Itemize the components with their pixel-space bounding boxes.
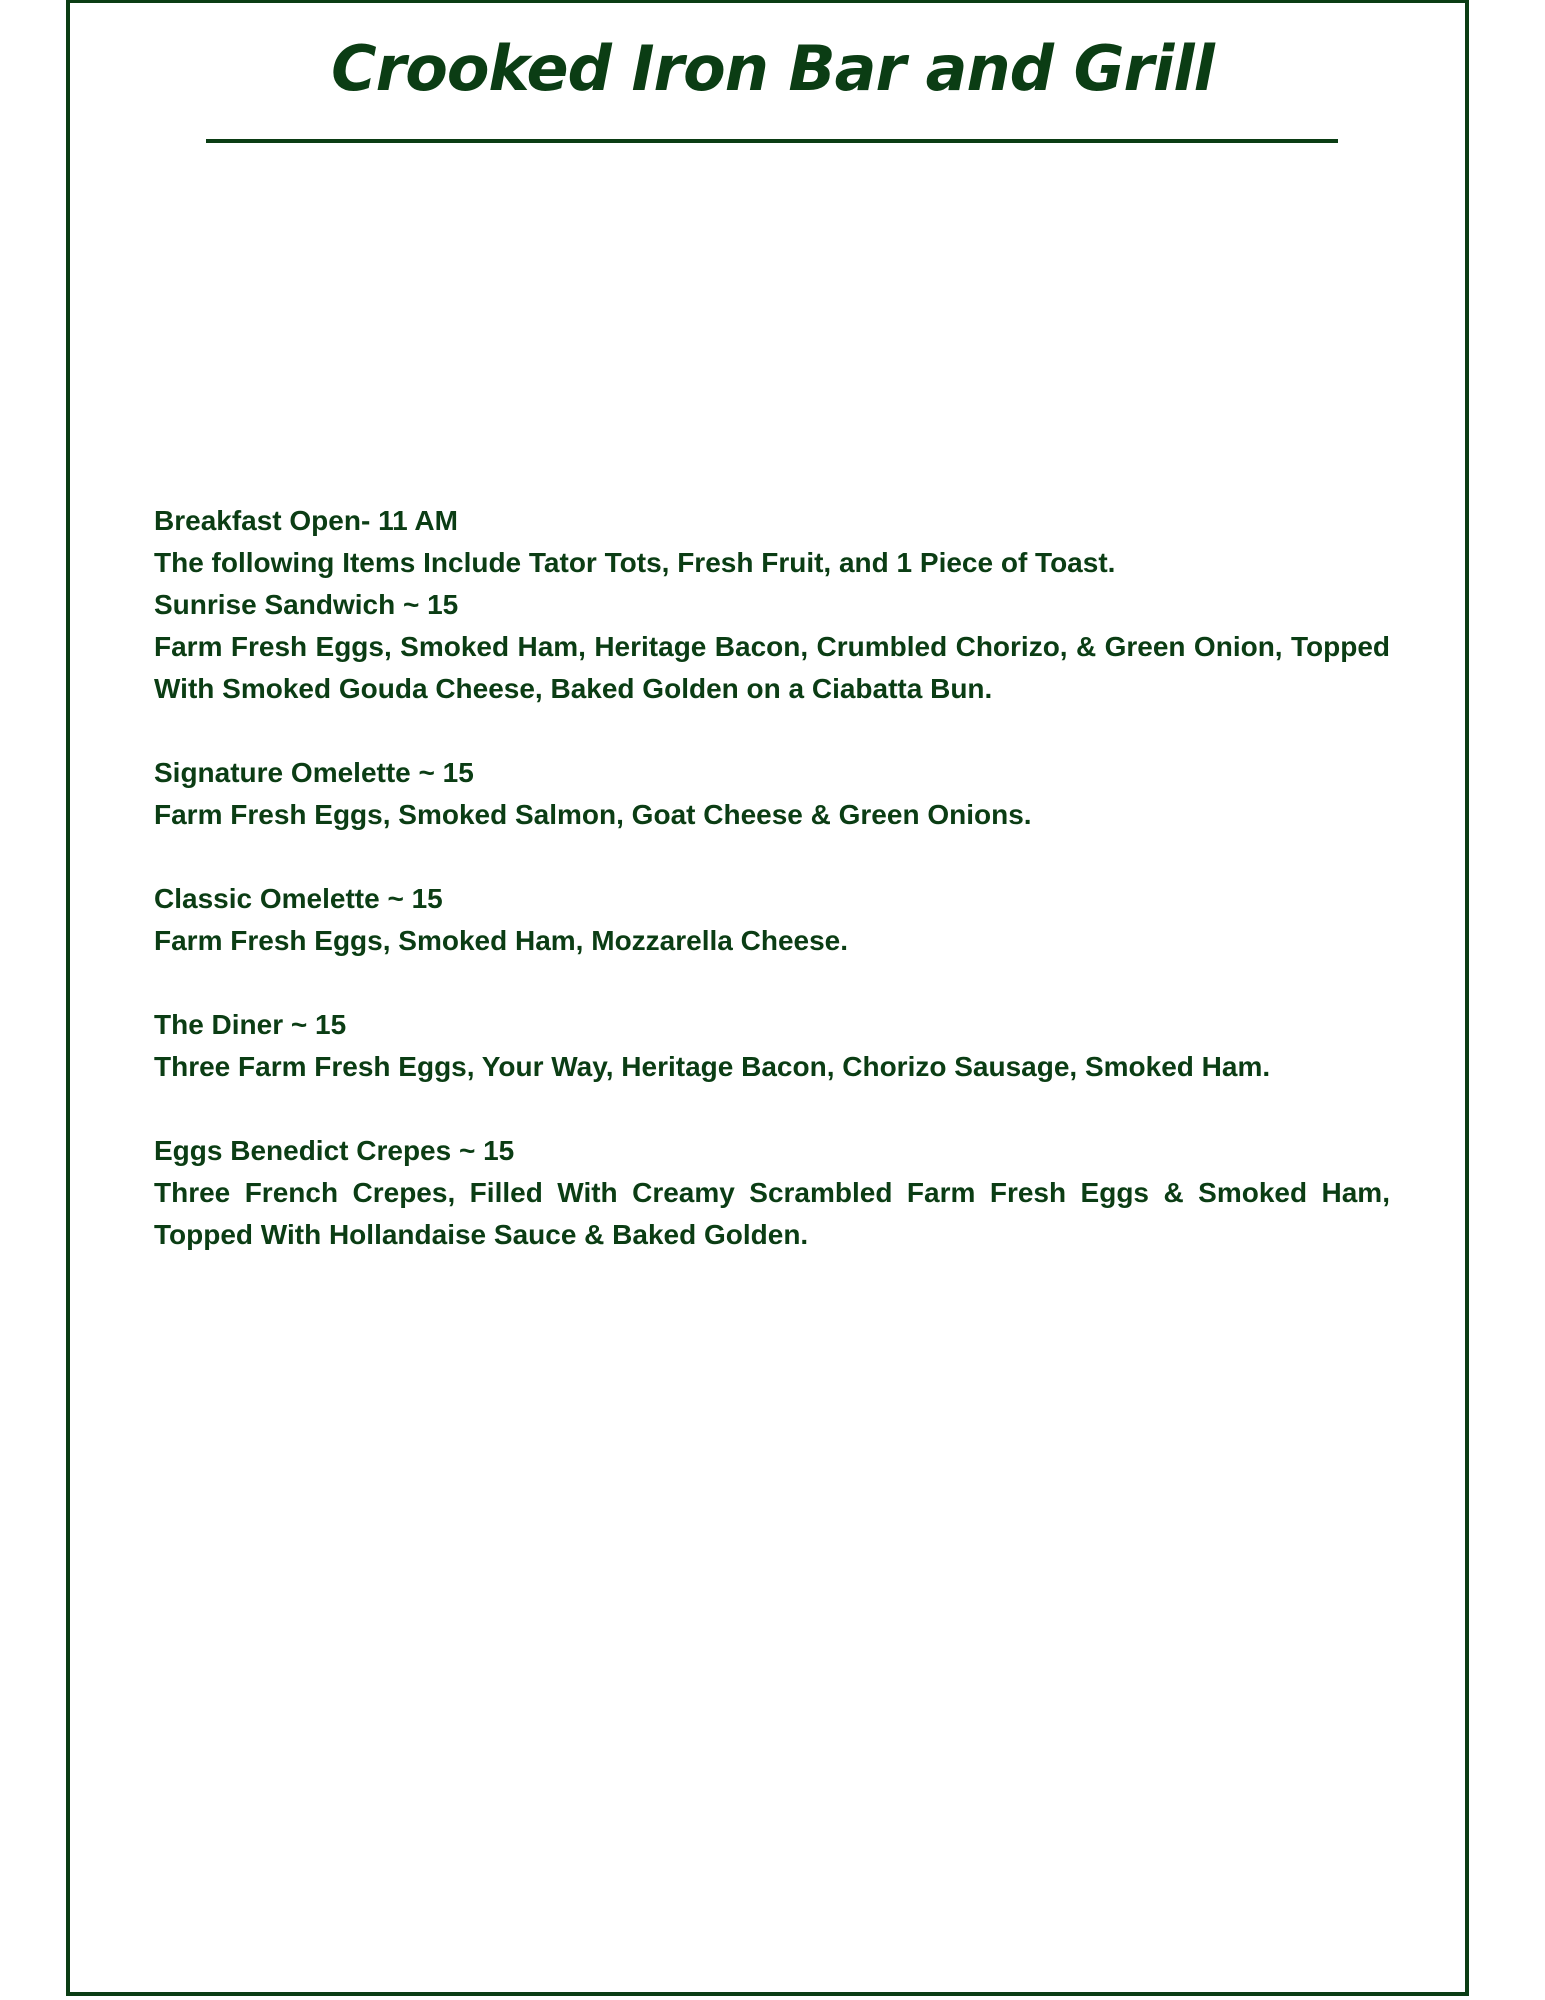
menu-item-description: Three French Crepes, Filled With Creamy Scrambled Farm Fresh Eggs & Smoked Ham, Topped With Hollandaise Sauce & Baked Golden. [154,1177,1390,1250]
menu-item-heading: Signature Omelette ~ 15 [154,757,474,788]
restaurant-title: Crooked Iron Bar and Grill [331,32,1214,105]
menu-item-classic-omelette [154,878,1390,962]
menu-item-sunrise-sandwich [154,584,1390,710]
menu-item-heading: Sunrise Sandwich ~ 15 [154,589,459,620]
menu-item-description: Farm Fresh Eggs, Smoked Ham, Mozzarella Cheese. [154,925,849,956]
menu-item-eggs-benedict-crepes [154,1130,1390,1256]
menu-item-heading: The Diner ~ 15 [154,1009,347,1040]
menu-item-description: Farm Fresh Eggs, Smoked Salmon, Goat Cheese & Green Onions. [154,799,1032,830]
menu-intro: The following Items Include Tator Tots, Fresh Fruit, and 1 Piece of Toast. [154,547,1116,578]
menu-item-the-diner [154,1004,1390,1088]
menu-item-heading: Classic Omelette ~ 15 [154,883,443,914]
menu-item-signature-omelette [154,752,1390,836]
menu-item-description: Three Farm Fresh Eggs, Your Way, Heritage Bacon, Chorizo Sausage, Smoked Ham. [154,1051,1271,1082]
menu-item-heading: Eggs Benedict Crepes ~ 15 [154,1135,515,1166]
menu-item-description: Farm Fresh Eggs, Smoked Ham, Heritage Bacon, Crumbled Chorizo, & Green Onion, Topped With Smoked Gouda Cheese, Baked Golden on a Ciabatta Bun. [154,631,1390,704]
breakfast-hours: Breakfast Open- 11 AM [154,505,458,536]
menu-content [154,500,1390,1298]
title-divider [206,139,1338,143]
